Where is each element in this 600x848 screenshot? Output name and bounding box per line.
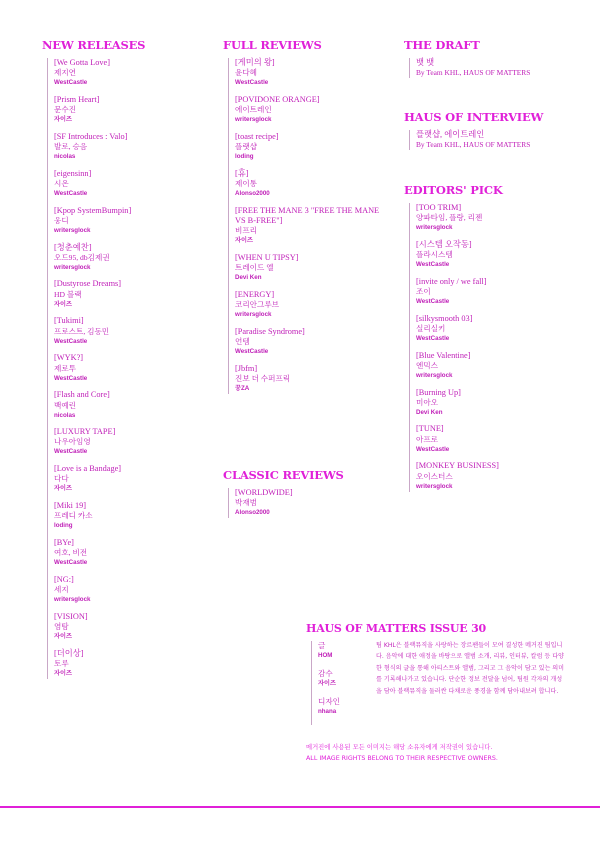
- issue-title: HAUS OF MATTERS ISSUE 30: [306, 622, 487, 635]
- copyright-notice: [306, 742, 498, 764]
- item-title: [TOO TRIM]: [416, 203, 462, 212]
- item-writer: writersglock: [54, 263, 91, 271]
- item-writer: WestCastle: [416, 261, 450, 269]
- item-artist: 발로, 승음: [54, 142, 88, 152]
- item-writer: loding: [235, 153, 254, 161]
- issue-description: 팀 KHL은 블랙뮤직을 사랑하는 장르팬들이 모여 결성한 메거진 팀입니다. 음악에 대한 애정을 바탕으로 앨범 소개, 리뷰, 인터뷰, 칼럼 등 다양한 형식의 글을 통해 아티스트와 앨범, 그리고 그 음악이 담고 있는 의미를 기록해나가고 있습니다. 단순한 정보 전달을 넘어, 팀원 각자의 개성을 담아 블랙뮤직을 둘러싼 다채로운 풍경을 함께 담아내보려 합니다.: [376, 642, 565, 695]
- item-artist: 여호, 비전: [54, 548, 88, 558]
- credit-item: [318, 697, 370, 717]
- notice-ko: 메거진에 사용된 모든 이미지는 해당 소유자에게 저작권이 있습니다.: [306, 744, 493, 751]
- item-team: By Team KHL, HAUS OF MATTERS: [416, 140, 531, 150]
- new-releases-section: [42, 38, 202, 685]
- item-artist: 언템: [235, 337, 250, 347]
- list-item[interactable]: [54, 132, 202, 162]
- item-artist: HD 블랙: [54, 289, 82, 299]
- full-reviews-section: [223, 38, 383, 401]
- classic-reviews-section: [223, 468, 383, 525]
- item-title: [VISION]: [54, 611, 88, 621]
- item-title: [ENERGY]: [235, 289, 275, 299]
- list-item[interactable]: [54, 649, 202, 679]
- item-writer: 자이즈: [54, 116, 72, 124]
- issue-credits: [306, 622, 566, 725]
- haus-interview-section: [404, 110, 574, 157]
- item-artist: 나우아임영: [54, 437, 91, 447]
- draft-list: [409, 58, 574, 78]
- item-artist: 코리안그루브: [235, 300, 280, 310]
- item-writer: writersglock: [54, 596, 91, 604]
- credit-role: 글: [318, 641, 326, 650]
- section-title: THE DRAFT: [404, 38, 480, 52]
- list-item[interactable]: [54, 353, 202, 383]
- item-writer: 자이즈: [54, 300, 72, 308]
- item-writer: Devi Ken: [235, 274, 262, 282]
- item-title: [Prism Heart]: [54, 94, 100, 104]
- item-writer: WestCastle: [54, 190, 88, 198]
- list-item[interactable]: [54, 612, 202, 642]
- list-item[interactable]: [54, 95, 202, 125]
- credit-name: 자이즈: [318, 680, 336, 687]
- interview-list: [409, 130, 574, 150]
- list-item[interactable]: [54, 538, 202, 568]
- item-artist: 문수진: [54, 105, 77, 115]
- list-item[interactable]: [235, 364, 383, 394]
- review-list: [228, 58, 383, 394]
- list-item[interactable]: [54, 58, 202, 88]
- item-artist: 프로스트, 김동민: [54, 326, 110, 336]
- item-title: [POVIDONE ORANGE]: [235, 94, 320, 104]
- item-artist: 염탐: [54, 622, 69, 631]
- item-artist: 오이스터스: [416, 471, 453, 481]
- item-title: [Dustyrose Dreams]: [54, 279, 122, 289]
- item-artist: 플랫샵: [235, 142, 258, 152]
- item-artist: 제로투: [54, 363, 77, 373]
- section-title: HAUS OF INTERVIEW: [404, 110, 544, 124]
- list-item[interactable]: [54, 427, 202, 457]
- list-item[interactable]: [416, 130, 574, 150]
- item-writer: WestCastle: [416, 298, 450, 306]
- credit-name: nhana: [318, 708, 337, 715]
- list-item[interactable]: [416, 461, 574, 491]
- pick-list: [409, 203, 574, 492]
- item-writer: nicolas: [54, 411, 76, 419]
- list-item[interactable]: [54, 390, 202, 420]
- item-artist: 조이: [416, 287, 431, 297]
- item-writer: writersglock: [235, 311, 272, 319]
- item-writer: writersglock: [235, 116, 272, 124]
- item-writer: loding: [54, 522, 73, 530]
- item-title: [Jbfm]: [235, 363, 258, 373]
- bottom-rule: [0, 806, 600, 808]
- list-item[interactable]: [54, 279, 202, 309]
- item-artist: 토루: [54, 658, 69, 668]
- item-artist: 프레디 카소: [54, 511, 93, 521]
- item-title: [Miki 19]: [54, 500, 87, 510]
- item-artist: 트레이드 엘: [235, 263, 274, 273]
- item-artist: 박재범: [235, 498, 258, 508]
- credit-item: [318, 641, 370, 661]
- list-item[interactable]: [235, 327, 383, 357]
- editors-pick-section: [404, 183, 574, 498]
- list-item[interactable]: [54, 316, 202, 346]
- item-artist: 진보 더 수퍼프릭: [235, 374, 291, 384]
- list-item[interactable]: [416, 388, 574, 418]
- credit-list: [311, 641, 370, 725]
- item-title: [Paradise Syndrome]: [235, 326, 305, 336]
- item-artist: 미아오: [416, 397, 439, 407]
- item-writer: 꿍ZA: [235, 385, 250, 393]
- item-artist: 웅디: [54, 216, 69, 226]
- credit-role: 디자인: [318, 697, 341, 706]
- item-team: By Team KHL, HAUS OF MATTERS: [416, 68, 531, 78]
- item-title: [invite only / we fall]: [416, 276, 487, 286]
- item-writer: 자이즈: [54, 485, 72, 493]
- item-title: [게미의 왕]: [235, 58, 275, 67]
- item-writer: WestCastle: [54, 559, 88, 567]
- item-writer: WestCastle: [416, 445, 450, 453]
- list-item[interactable]: [416, 203, 574, 233]
- list-item[interactable]: [416, 351, 574, 381]
- item-artist: 아프로: [416, 434, 439, 444]
- list-item[interactable]: [235, 132, 383, 162]
- item-writer: nicolas: [54, 153, 76, 161]
- classic-list: [228, 488, 383, 518]
- section-title: FULL REVIEWS: [223, 38, 322, 52]
- item-artist: 시온: [54, 179, 69, 189]
- item-title: [휴]: [235, 168, 249, 178]
- item-title: [BYe]: [54, 537, 74, 547]
- item-title: [FREE THE MANE 3 "FREE THE MANE VS B-FREE"]: [235, 205, 380, 226]
- item-writer: writersglock: [54, 227, 91, 235]
- list-item[interactable]: [235, 58, 383, 88]
- item-title: [Burning Up]: [416, 387, 461, 397]
- item-title: [Flash and Core]: [54, 390, 110, 400]
- list-item[interactable]: [235, 169, 383, 199]
- item-writer: Alonso2000: [235, 190, 270, 198]
- item-title: [Love is a Bandage]: [54, 463, 122, 473]
- item-title: [Blue Valentine]: [416, 350, 471, 360]
- item-title: [WORLDWIDE]: [235, 488, 293, 497]
- item-title: [Kpop SystemBumpin]: [54, 205, 132, 215]
- item-writer: WestCastle: [54, 337, 88, 345]
- item-artist: 세지: [54, 585, 69, 595]
- list-item[interactable]: [54, 169, 202, 199]
- item-title: [silkysmooth 03]: [416, 313, 473, 323]
- list-item[interactable]: [235, 95, 383, 125]
- item-title: 플랫샵, 에이트레인: [416, 130, 485, 139]
- item-artist: 플라시스템: [416, 250, 453, 260]
- item-title: [TUNE]: [416, 424, 444, 434]
- item-writer: Devi Ken: [416, 408, 443, 416]
- credit-item: [318, 669, 370, 689]
- list-item[interactable]: [416, 277, 574, 307]
- item-title: [WYK?]: [54, 353, 84, 363]
- item-title: [SF Introduces : Valo]: [54, 131, 128, 141]
- list-item[interactable]: [416, 58, 574, 78]
- item-writer: 자이즈: [235, 237, 253, 245]
- item-writer: WestCastle: [235, 79, 269, 87]
- item-writer: WestCastle: [54, 374, 88, 382]
- list-item[interactable]: [416, 314, 574, 344]
- item-writer: writersglock: [416, 482, 453, 490]
- item-title: [We Gotta Love]: [54, 58, 111, 67]
- item-title: [청춘예찬]: [54, 242, 92, 252]
- list-item[interactable]: [54, 501, 202, 531]
- item-artist: 다다: [54, 474, 69, 484]
- item-title: [toast recipe]: [235, 131, 279, 141]
- item-writer: WestCastle: [416, 335, 450, 343]
- credit-name: HOM: [318, 652, 333, 659]
- item-artist: 에이트레인: [235, 105, 272, 115]
- item-title: [LUXURY TAPE]: [54, 427, 116, 437]
- list-item[interactable]: [235, 290, 383, 320]
- item-writer: 자이즈: [54, 633, 72, 640]
- list-item[interactable]: [54, 206, 202, 236]
- item-artist: 비프리: [235, 226, 258, 236]
- item-artist: 오드95, db김제권: [54, 252, 110, 262]
- item-title: [WHEN U TIPSY]: [235, 252, 299, 262]
- item-writer: 자이즈: [54, 669, 72, 677]
- list-item[interactable]: [416, 240, 574, 270]
- item-title: [Tukimi]: [54, 316, 84, 326]
- item-artist: 윤다혜: [235, 68, 258, 78]
- item-title: [eigensinn]: [54, 168, 92, 178]
- item-title: [NG:]: [54, 574, 74, 584]
- list-item[interactable]: [54, 575, 202, 605]
- item-artist: 실리실키: [416, 324, 446, 334]
- the-draft-section: [404, 38, 574, 85]
- credit-role: 감수: [318, 669, 333, 678]
- list-item[interactable]: [54, 243, 202, 273]
- item-writer: Alonso2000: [235, 509, 270, 517]
- list-item[interactable]: [235, 488, 383, 518]
- item-artist: 양파타임, 플랑, 리젠: [416, 213, 483, 223]
- section-title: CLASSIC REVIEWS: [223, 468, 344, 482]
- item-artist: 제이통: [235, 179, 258, 189]
- list-item[interactable]: [235, 253, 383, 283]
- item-writer: WestCastle: [54, 79, 88, 87]
- item-writer: writersglock: [416, 372, 453, 380]
- list-item[interactable]: [54, 464, 202, 494]
- item-writer: WestCastle: [54, 448, 88, 456]
- release-list: [47, 58, 202, 679]
- list-item[interactable]: [416, 424, 574, 454]
- notice-en: ALL IMAGE RIGHTS BELONG TO THEIR RESPECTIVE OWNERS.: [306, 755, 498, 762]
- item-title: [MONKEY BUSINESS]: [416, 461, 499, 471]
- item-title: 뱃 뱃: [416, 58, 435, 67]
- item-writer: WestCastle: [235, 348, 269, 356]
- item-title: [더이상]: [54, 648, 84, 658]
- item-artist: 엔믹스: [416, 361, 439, 371]
- list-item[interactable]: [235, 206, 383, 247]
- item-title: [시스템 오작동]: [416, 239, 472, 249]
- section-title: NEW RELEASES: [42, 38, 146, 52]
- section-title: EDITORS' PICK: [404, 183, 503, 197]
- item-writer: writersglock: [416, 224, 453, 232]
- item-artist: 제지연: [54, 68, 77, 78]
- item-artist: 백예린: [54, 400, 77, 410]
